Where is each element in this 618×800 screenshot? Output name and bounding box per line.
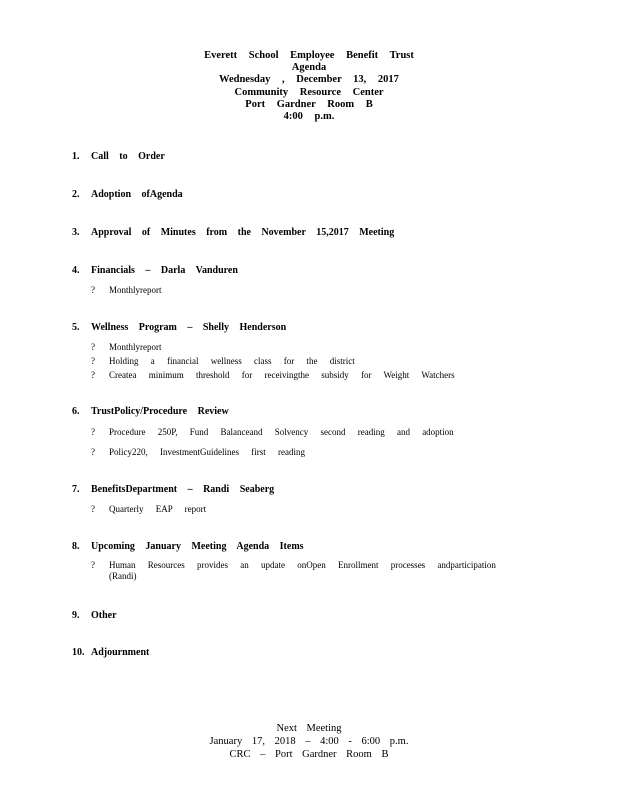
document-type: Agenda [291, 62, 327, 74]
sub-item: ? Monthlyreport [91, 342, 162, 352]
item-number: 1. [72, 151, 80, 162]
agenda-item [72, 610, 552, 622]
sub-item-list [72, 342, 552, 381]
item-title: Approval of Minutes from the November 15,2017 Meeting [91, 227, 395, 238]
bullet-icon: ? [91, 427, 95, 437]
item-number: 3. [72, 227, 80, 238]
item-title: Upcoming January Meeting Agenda Items [91, 541, 304, 552]
agenda-item [72, 541, 552, 582]
item-title: Financials – Darla Vanduren [91, 265, 238, 276]
sub-item: ? Procedure 250P, Fund Balanceand Solvency second reading and adoption [91, 427, 454, 437]
sub-item-list [72, 285, 552, 296]
item-number: 7. [72, 484, 80, 495]
next-meeting-datetime: January 17, 2018 – 4:00 - 6:00 p.m. [209, 736, 409, 747]
agenda-item [72, 151, 552, 163]
meeting-room: Port Gardner Room B [245, 98, 373, 110]
sub-item-list [72, 427, 552, 458]
meeting-date: Wednesday , December 13, 2017 [219, 74, 399, 86]
bullet-icon: ? [91, 504, 95, 514]
sub-item: ? Monthlyreport [91, 285, 162, 295]
agenda-item [72, 265, 552, 296]
sub-item-list [72, 560, 552, 582]
item-number: 10. [72, 647, 85, 658]
bullet-icon: ? [91, 370, 95, 380]
sub-item: ? Policy220, InvestmentGuidelines first reading [91, 447, 305, 457]
bullet-icon: ? [91, 356, 95, 366]
bullet-icon: ? [91, 285, 95, 295]
agenda-item [72, 406, 552, 458]
agenda-item [72, 227, 552, 239]
meeting-time: 4:00 p.m. [283, 111, 335, 123]
next-meeting-footer [0, 722, 618, 761]
item-title: Adjournment [91, 647, 150, 658]
bullet-icon: ? [91, 560, 95, 570]
agenda-item [72, 647, 552, 659]
item-number: 4. [72, 265, 80, 276]
sub-item: ? Createa minimum threshold for receivingthe subsidy for Weight Watchers [91, 370, 455, 380]
item-title: TrustPolicy/Procedure Review [91, 406, 229, 417]
item-number: 5. [72, 322, 80, 333]
meeting-location: Community Resource Center [234, 86, 384, 98]
item-number: 8. [72, 541, 80, 552]
agenda-item [72, 189, 552, 201]
bullet-icon: ? [91, 342, 95, 352]
item-number: 9. [72, 610, 80, 621]
sub-item: ? Quarterly EAP report [91, 504, 207, 514]
item-title: Adoption ofAgenda [91, 189, 183, 200]
bullet-icon: ? [91, 447, 95, 457]
agenda-item [72, 484, 552, 515]
org-name: Everett School Employee Benefit Trust [204, 50, 414, 61]
next-meeting-place: CRC – Port Gardner Room B [229, 749, 389, 760]
next-meeting-label: Next Meeting [276, 723, 342, 734]
item-title: Call to Order [91, 151, 165, 162]
sub-item-list [72, 504, 552, 515]
item-title: Other [91, 610, 117, 621]
item-title: Wellness Program – Shelly Henderson [91, 322, 287, 333]
agenda-header [0, 50, 618, 123]
item-number: 2. [72, 189, 80, 200]
sub-item: ? Human Resources provides an update onOpen Enrollment processes andparticipation (Randi) [91, 560, 496, 581]
agenda-item [72, 322, 552, 381]
item-number: 6. [72, 406, 80, 417]
sub-item: ? Holding a financial wellness class for the district [91, 356, 355, 366]
item-title: BenefitsDepartment – Randi Seaberg [91, 484, 275, 495]
